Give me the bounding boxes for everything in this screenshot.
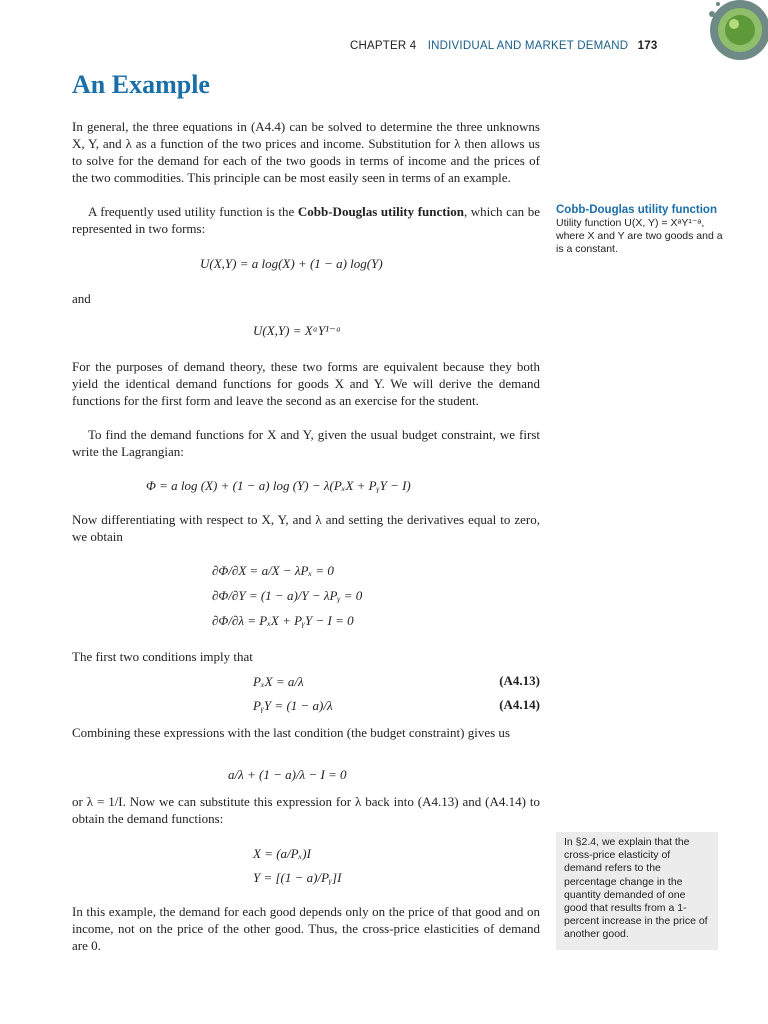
condition-a4-14-equation: PᵧY = (1 − a)/λ [253,698,333,713]
margin-note-box: In §2.4, we explain that the cross-price elasticity of demand refers to the percentage change in the quantity demanded of one good that results from a 1-percent increase in the price of another good. [556,832,718,950]
margin-definition [556,204,726,256]
equation-label-a4-14: (A4.14) [499,697,540,712]
budget-equation: a/λ + (1 − a)/λ − I = 0 [228,767,347,782]
paragraph-4: To find the demand functions for X and Y, given the usual budget constraint, we first write the Lagrangian: [72,427,540,459]
paragraph-and: and [72,291,91,306]
demand-y-equation: Y = [(1 − a)/Pᵧ]I [253,870,342,885]
paragraph-7: Combining these expressions with the last condition (the budget constraint) gives us [72,725,510,740]
derivative-x-equation: ∂Φ/∂X = a/X − λPₓ = 0 [212,563,334,578]
paragraph-1: In general, the three equations in (A4.4) can be solved to determine the three unknowns X, Y, and λ as a function of the two prices and income. Substitution for λ then allows us to solve for the demand for each of the two goods in terms of income and the prices of the two commodities. This principle can be most easily seen in terms of an example. [72,119,540,185]
condition-a4-13-equation: PₓX = a/λ [253,674,304,689]
cobb-douglas-term: Cobb-Douglas utility function [297,204,464,219]
section-title: An Example [72,70,210,99]
paragraph-8: or λ = 1/I. Now we can substitute this expression for λ back into (A4.13) and (A4.14) to obtain the demand functions: [72,794,540,826]
derivative-lambda-equation: ∂Φ/∂λ = PₓX + PᵧY − I = 0 [212,613,354,628]
paragraph-6: The first two conditions imply that [72,649,253,664]
running-header [350,40,657,52]
derivative-y-equation: ∂Φ/∂Y = (1 − a)/Y − λPᵧ = 0 [212,588,363,603]
paragraph-2 [72,203,540,237]
paragraph-3: For the purposes of demand theory, these two forms are equivalent because they both yield the identical demand functions for goods X and Y. We will derive the demand functions for the first form and leave the second as an exercise for the student. [72,359,540,408]
publisher-logo-icon [704,0,768,68]
chapter-title: INDIVIDUAL AND MARKET DEMAND [427,40,629,52]
paragraph-9: In this example, the demand for each good depends only on the price of that good and on income, not on the price of the other good. Thus, the cross-price elasticities of demand are 0. [72,904,540,953]
margin-definition-term: Cobb-Douglas utility function [556,204,717,216]
utility-power-equation: U(X,Y) = XᵃY¹⁻ᵃ [253,323,342,338]
margin-definition-text: Utility function U(X, Y) = XᵃY¹⁻ᵃ, where X and Y are two goods and a is a constant. [556,217,723,255]
utility-log-equation: U(X,Y) = a log(X) + (1 − a) log(Y) [200,256,383,271]
demand-x-equation: X = (a/Pₓ)I [253,846,311,861]
chapter-label: CHAPTER 4 [350,40,417,52]
paragraph-2-end: , which can be represented in two forms: [72,204,541,236]
page-number: 173 [637,40,658,52]
paragraph-5: Now differentiating with respect to X, Y, and λ and setting the derivatives equal to zero, we obtain [72,512,540,544]
paragraph-2-start: A frequently used utility function is the [88,204,298,219]
equation-label-a4-13: (A4.13) [499,673,540,688]
lagrangian-equation: Φ = a log (X) + (1 − a) log (Y) − λ(PₓX + PᵧY − I) [146,478,411,493]
